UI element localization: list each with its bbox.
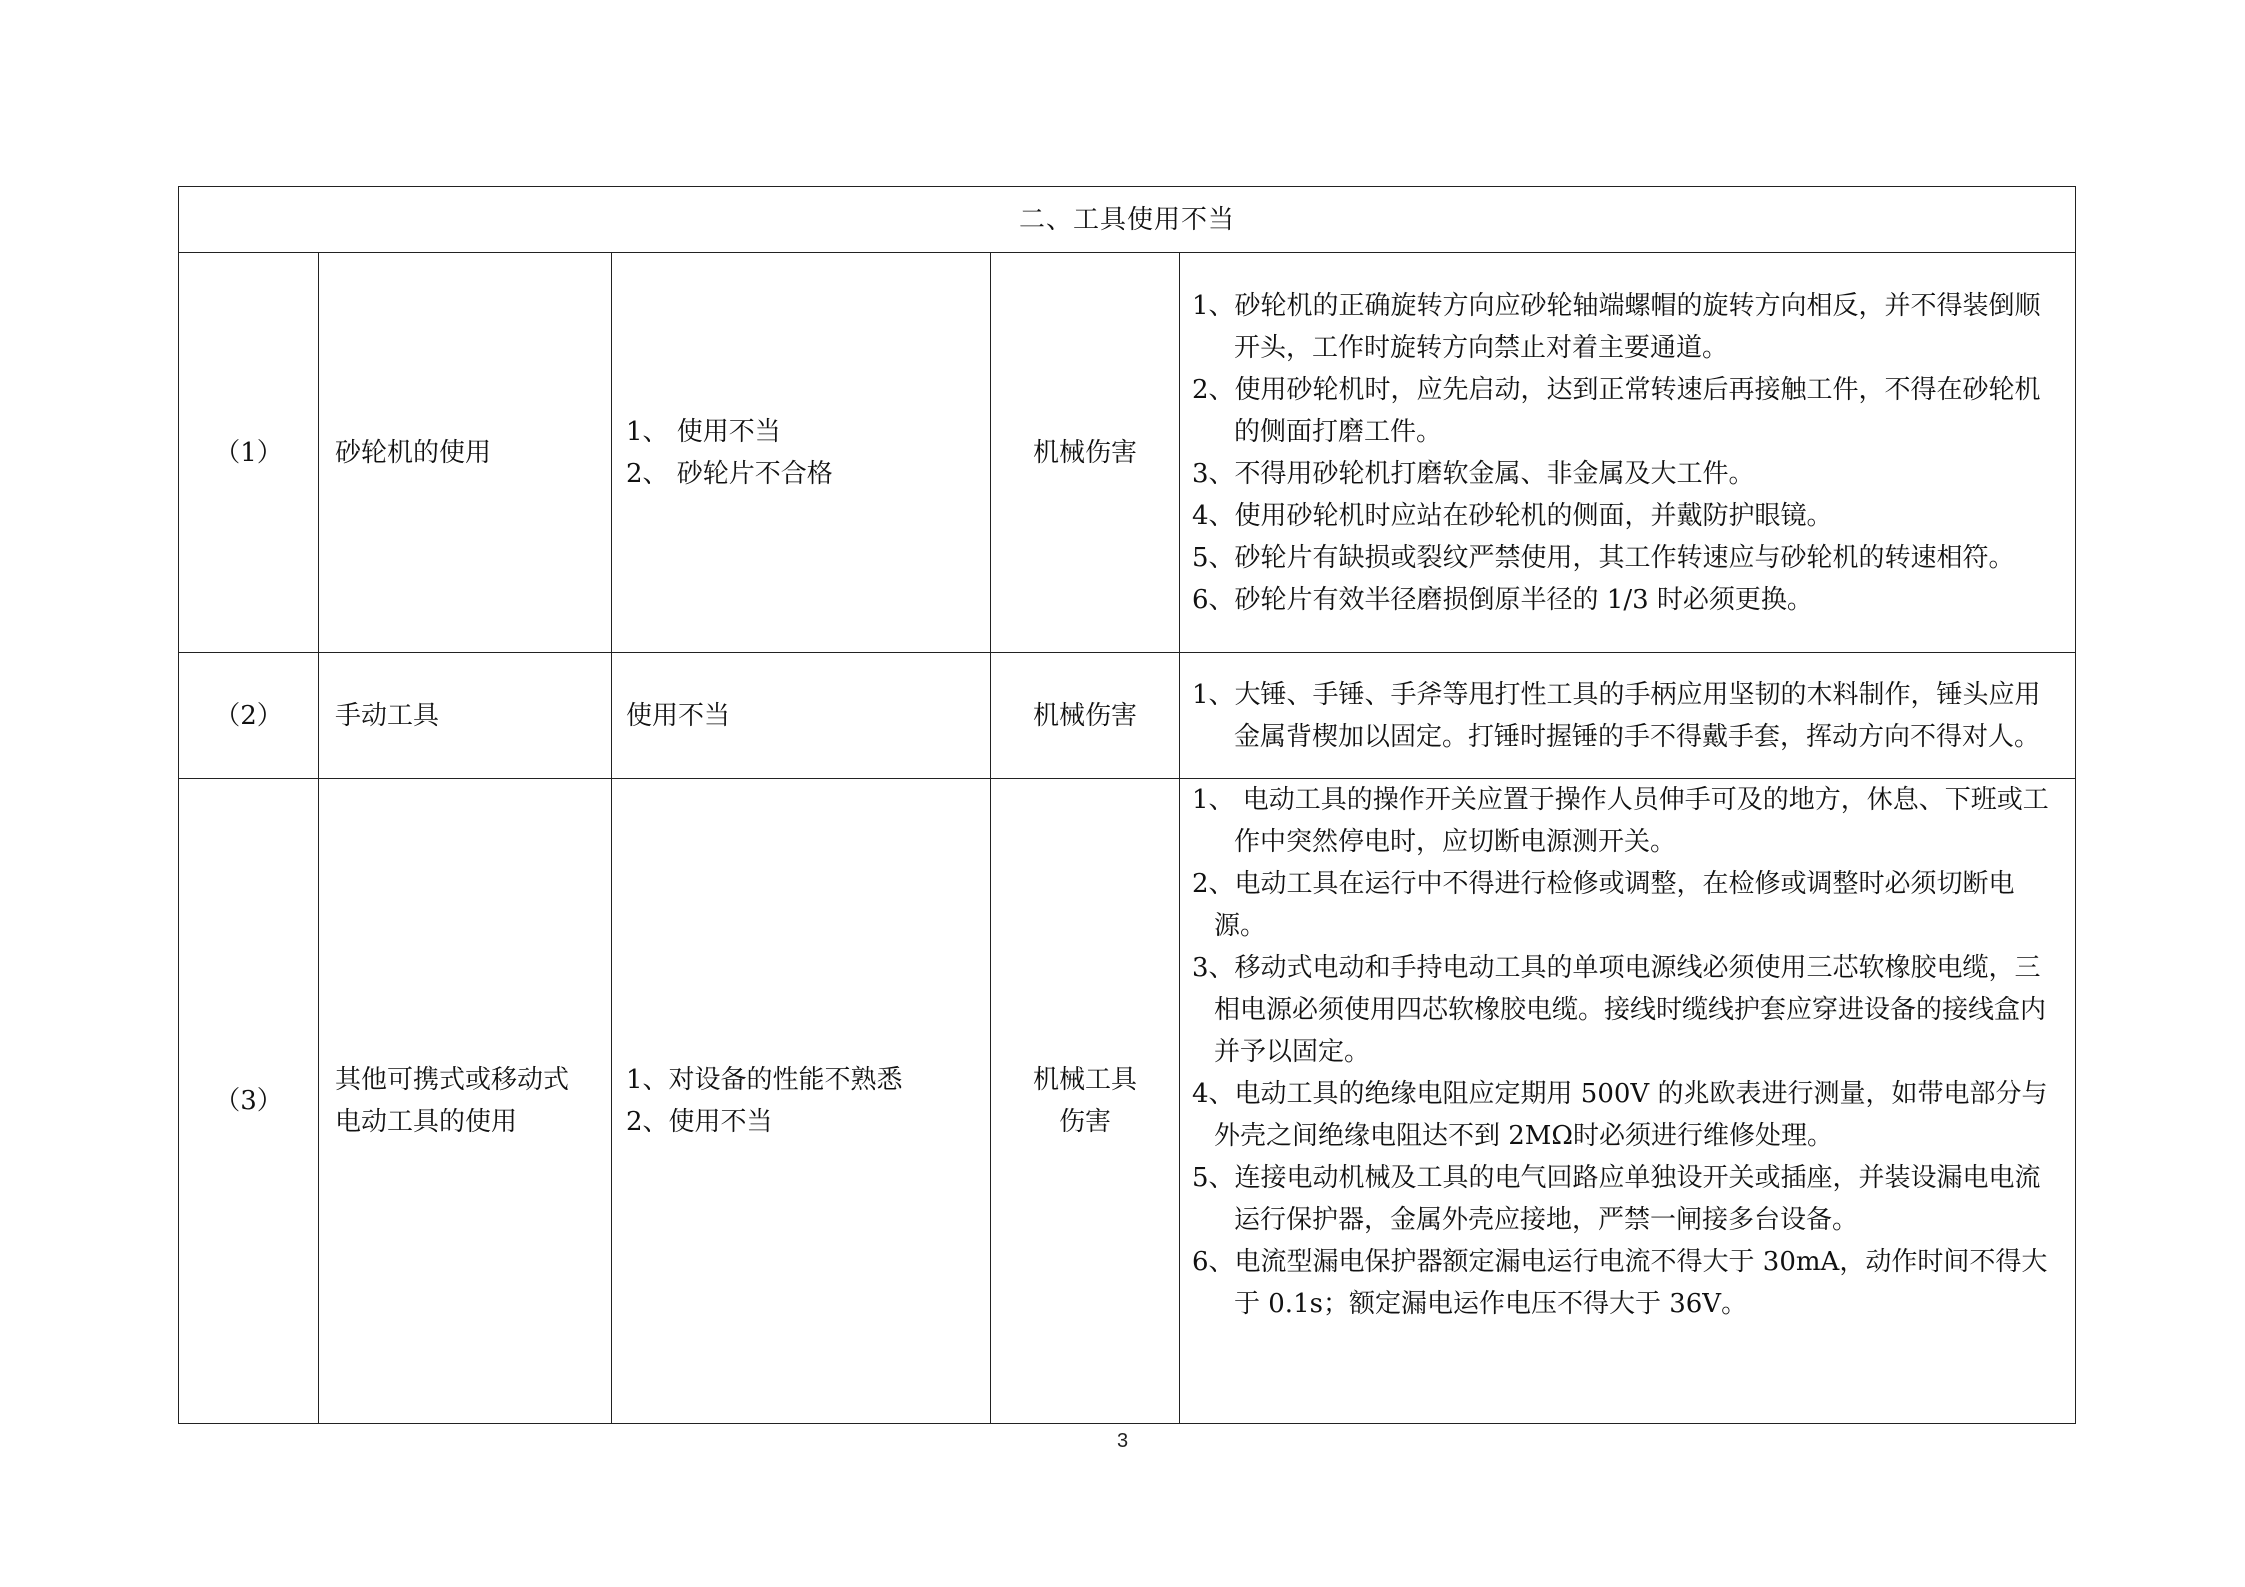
harm-cell [991,253,1180,653]
hazard-table [178,186,2076,1424]
item-cell [319,253,612,653]
row-number: （1） [179,253,319,653]
measures-cell [1180,253,2076,653]
cause-text: 使用不当 [626,700,731,731]
cause-cell [612,779,991,1424]
measure-item: 3、不得用砂轮机打磨软金属、非金属及大工件。 [1192,458,1755,489]
cause-text: 1、对设备的性能不熟悉 [626,1065,903,1095]
item-cell [319,653,612,779]
measure-item: 6、电流型漏电保护器额定漏电运行电流不得大于 30mA，动作时间不得大于 0.1s；额定漏电运作电压不得大于 36V。 [1192,1247,2048,1319]
cause-text: 2、使用不当 [626,1107,773,1137]
item-text: 手动工具 [335,700,440,731]
measure-item: 5、连接电动机械及工具的电气回路应单独设开关或插座，并装设漏电电流运行保护器，金属外壳应接地，严禁一闸接多台设备。 [1192,1163,2041,1235]
cause-text: 1、 使用不当 [626,416,781,447]
harm-cell [991,779,1180,1424]
measure-item: 2、使用砂轮机时，应先启动，达到正常转速后再接触工件，不得在砂轮机的侧面打磨工件。 [1192,374,2041,447]
measures-cell [1180,653,2076,779]
measure-item: 6、砂轮片有效半径磨损倒原半径的 1/3 时必须更换。 [1192,584,1813,615]
measure-item: 4、使用砂轮机时应站在砂轮机的侧面，并戴防护眼镜。 [1192,500,1833,531]
measure-item: 3、移动式电动和手持电动工具的单项电源线必须使用三芯软橡胶电缆，三相电源必须使用四芯软橡胶电缆。接线时缆线护套应穿进设备的接线盒内并予以固定。 [1192,953,2047,1067]
cause-cell [612,653,991,779]
measure-item: 1、大锤、手锤、手斧等甩打性工具的手柄应用坚韧的木料制作，锤头应用金属背楔加以固定。打锤时握锤的手不得戴手套，挥动方向不得对人。 [1192,679,2041,752]
measure-item: 1、 电动工具的操作开关应置于操作人员伸手可及的地方，休息、下班或工作中突然停电时，应切断电源测开关。 [1192,785,2049,857]
harm-text: 伤害 [1058,1107,1111,1137]
row-number: （3） [179,779,319,1424]
section-title: 二、工具使用不当 [179,187,2076,253]
cause-text: 2、 砂轮片不合格 [626,458,833,489]
section-header-row [179,187,2076,253]
harm-cell [991,653,1180,779]
measure-item: 2、电动工具在运行中不得进行检修或调整，在检修或调整时必须切断电源。 [1192,869,2015,941]
page-number: 3 [1116,1430,1129,1452]
item-text: 砂轮机的使用 [335,437,492,468]
measures-cell [1180,779,2076,1424]
measure-item: 5、砂轮片有缺损或裂纹严禁使用，其工作转速应与砂轮机的转速相符。 [1192,542,2015,573]
item-cell [319,779,612,1424]
cause-cell [612,253,991,653]
table-row [179,253,2076,653]
measure-item: 4、电动工具的绝缘电阻应定期用 500V 的兆欧表进行测量，如带电部分与外壳之间绝缘电阻达不到 2MΩ时必须进行维修处理。 [1192,1079,2048,1151]
table-row [179,779,2076,1424]
row-number: （2） [179,653,319,779]
item-text: 其他可携式或移动式 [335,1065,570,1095]
harm-text: 机械伤害 [1032,700,1137,731]
table-row [179,653,2076,779]
harm-text: 机械伤害 [1032,437,1137,468]
item-text: 电动工具的使用 [335,1107,518,1137]
measure-item: 1、砂轮机的正确旋转方向应砂轮轴端螺帽的旋转方向相反，并不得装倒顺开头，工作时旋转方向禁止对着主要通道。 [1192,290,2041,363]
harm-text: 机械工具 [1032,1065,1137,1095]
